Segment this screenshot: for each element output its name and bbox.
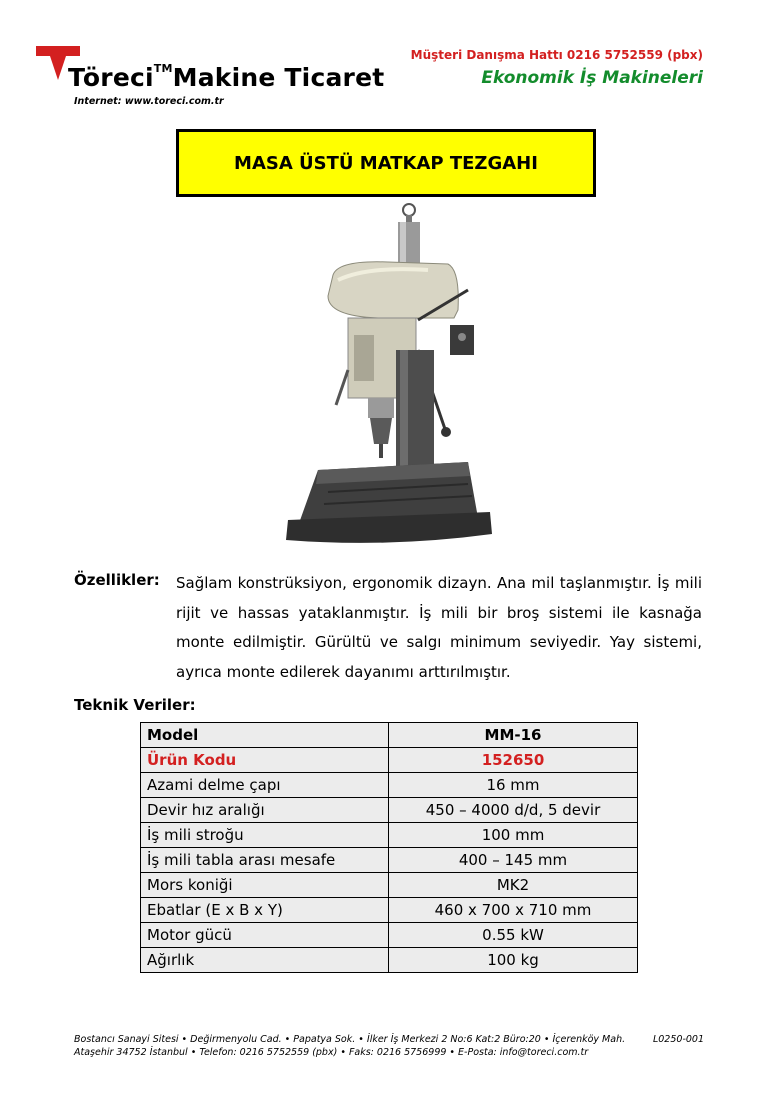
spec-name: Azami delme çapı	[141, 773, 389, 798]
footer-line-1: Bostancı Sanayi Sitesi • Değirmenyolu Cad. • Papatya Sok. • İlker İş Merkezi 2 No:6 Kat:2 Büro:20 • İçerenköy Mah.	[74, 1034, 626, 1045]
footer-line-2: Ataşehir 34752 İstanbul • Telefon: 0216 5752559 (pbx) • Faks: 0216 5756999 • E-Posta: info@toreci.com.tr	[74, 1047, 589, 1058]
spec-value: 152650	[389, 748, 638, 773]
spec-value: 16 mm	[389, 773, 638, 798]
drill-press-photo	[278, 200, 500, 560]
spec-name: Ürün Kodu	[141, 748, 389, 773]
spec-name: İş mili tabla arası mesafe	[141, 848, 389, 873]
spec-name: Ebatlar (E x B x Y)	[141, 898, 389, 923]
table-row	[141, 823, 638, 848]
table-row	[141, 773, 638, 798]
specs-table	[140, 722, 638, 973]
spec-value: 460 x 700 x 710 mm	[389, 898, 638, 923]
table-row	[141, 848, 638, 873]
spec-name: Model	[141, 723, 389, 748]
footer-address	[74, 1033, 704, 1059]
features-label: Özellikler:	[74, 571, 160, 589]
table-row	[141, 798, 638, 823]
spec-name: Motor gücü	[141, 923, 389, 948]
table-row	[141, 923, 638, 948]
spec-name: Mors koniği	[141, 873, 389, 898]
spec-name: Ağırlık	[141, 948, 389, 973]
table-row-model	[141, 723, 638, 748]
page-title: MASA ÜSTÜ MATKAP TEZGAHI	[234, 152, 538, 174]
website-link[interactable]: Internet: www.toreci.com.tr	[74, 96, 224, 107]
technical-data-label: Teknik Veriler:	[74, 696, 196, 714]
customer-hotline: Müşteri Danışma Hattı 0216 5752559 (pbx)	[410, 48, 703, 62]
table-row	[141, 898, 638, 923]
spec-value: MM-16	[389, 723, 638, 748]
spec-value: 100 mm	[389, 823, 638, 848]
spec-value: 100 kg	[389, 948, 638, 973]
spec-value: MK2	[389, 873, 638, 898]
table-row	[141, 948, 638, 973]
document-code: L0250-001	[652, 1034, 704, 1045]
spec-name: Devir hız aralığı	[141, 798, 389, 823]
spec-value: 400 – 145 mm	[389, 848, 638, 873]
slogan: Ekonomik İş Makineleri	[481, 68, 703, 88]
features-text: Sağlam konstrüksiyon, ergonomik dizayn. Ana mil taşlanmıştır. İş mili rijit ve hassas yataklanmıştır. İş mili bir broş sistemi ile kasnağa monte edilmiştir. Gürültü ve salgı minimum seviyedir. Yay sistemi, ayrıca monte edilerek dayanımı arttırılmıştır.	[176, 574, 702, 681]
title-box	[176, 129, 596, 197]
spec-name: İş mili stroğu	[141, 823, 389, 848]
spec-value: 450 – 4000 d/d, 5 devir	[389, 798, 638, 823]
company-name: Töreci™Makine Ticaret	[68, 62, 385, 92]
table-row	[141, 873, 638, 898]
spec-value: 0.55 kW	[389, 923, 638, 948]
table-row-product-code	[141, 748, 638, 773]
